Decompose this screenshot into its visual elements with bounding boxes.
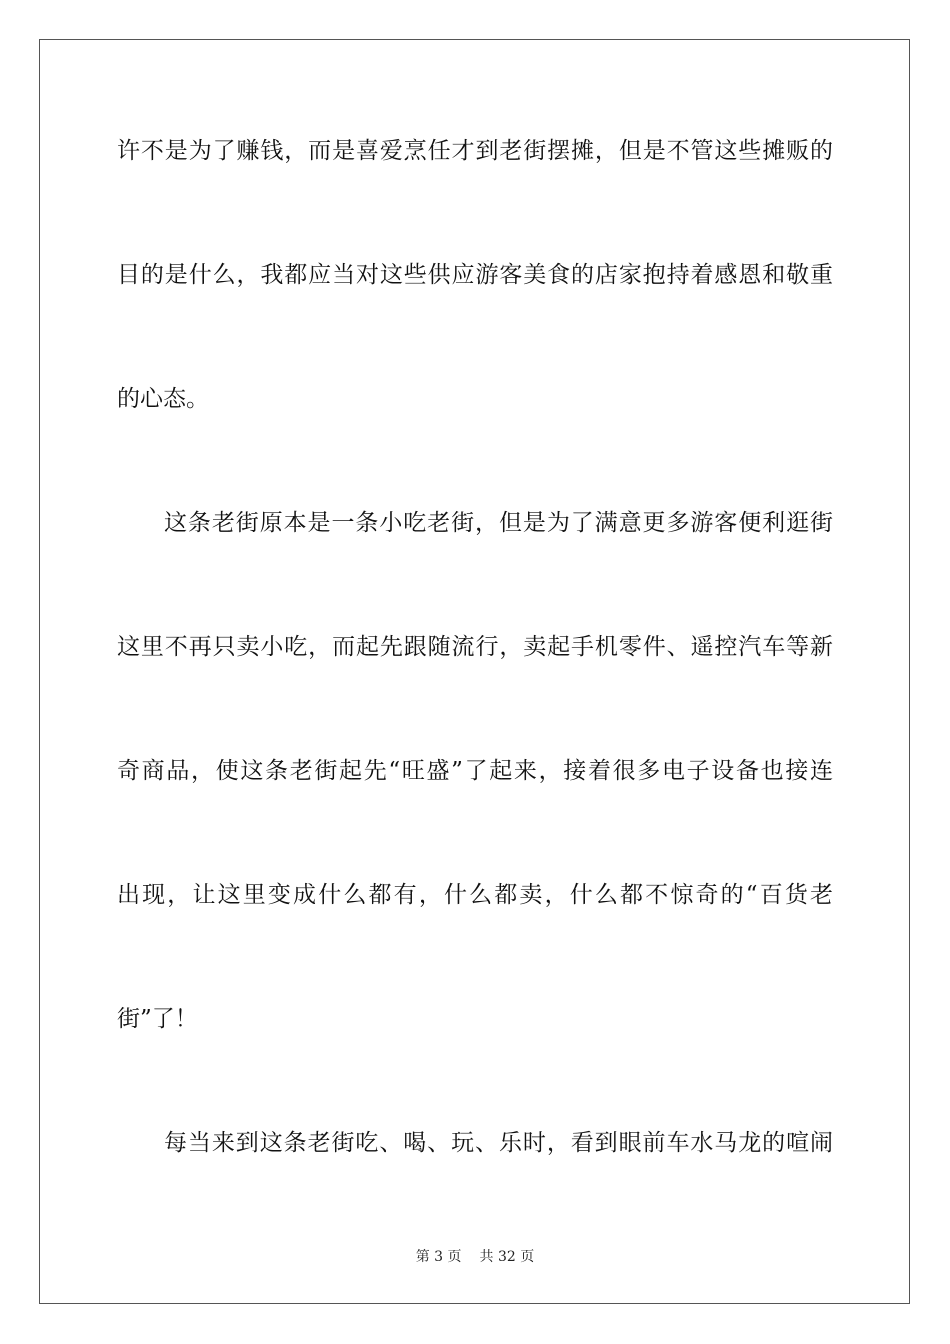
page-frame: [39, 39, 910, 1304]
text-line-1: 许不是为了赚钱，而是喜爱烹任才到老街摆摊，但是不管这些摊贩的: [117, 138, 833, 164]
text-line-6: 奇商品，使这条老街起先“旺盛”了起来，接着很多电子设备也接连: [117, 758, 833, 784]
total-pages: 共 32 页: [479, 1249, 535, 1265]
text-line-9: 每当来到这条老街吃、喝、玩、乐时，看到眼前车水马龙的喧闹: [164, 1130, 833, 1156]
page-footer: [0, 1248, 950, 1266]
page-number: 第 3 页: [415, 1249, 462, 1265]
text-line-2: 目的是什么，我都应当对这些供应游客美食的店家抱持着感恩和敬重: [117, 262, 833, 288]
text-line-4: 这条老街原本是一条小吃老街，但是为了满意更多游客便利逛街: [164, 510, 833, 536]
text-line-3: 的心态。: [117, 386, 209, 412]
text-line-7: 出现，让这里变成什么都有，什么都卖，什么都不惊奇的“百货老: [117, 882, 833, 908]
text-line-5: 这里不再只卖小吃，而起先跟随流行，卖起手机零件、遥控汽车等新: [117, 634, 833, 660]
text-line-8: 街”了！: [117, 1006, 198, 1032]
